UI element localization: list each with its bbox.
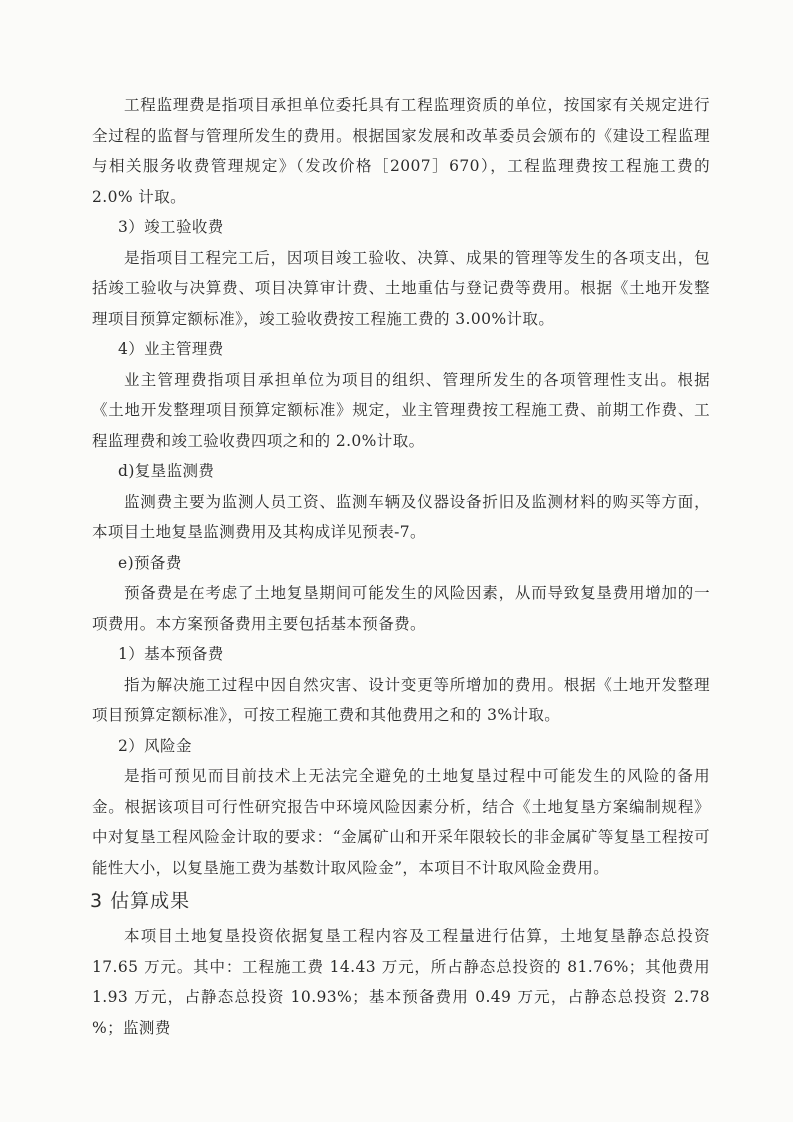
paragraph-risk-fund: 是指可预见而目前技术上无法完全避免的土地复垦过程中可能发生的风险的备用金。根据该项目可行性研究报告中环境风险因素分析，结合《土地复垦方案编制规程》中对复垦工程风险金计取的要求：“金属矿山和开采年限较长的非金属矿等复垦工程按可能性大小，以复垦施工费为基数计取风险金”，本项目不计取风险金费用。 <box>92 767 710 877</box>
paragraph-estimate-results: 本项目土地复垦投资依据复垦工程内容及工程量进行估算，土地复垦静态总投资 17.65 万元。其中：工程施工费 14.43 万元，所占静态总投资的 81.76%；其他费用 1.93 万元，占静态总投资 10.93%；基本预备费用 0.49 万元，占静态总投资 2.78 %；监测费 <box>92 927 710 1037</box>
paragraph-owner-management-fee: 业主管理费指项目承担单位为项目的组织、管理所发生的各项管理性支出。根据《土地开发整理项目预算定额标准》规定，业主管理费按工程施工费、前期工作费、工程监理费和竣工验收费四项之和的 2.0%计取。 <box>92 370 710 450</box>
paragraph-supervision-fee: 工程监理费是指项目承担单位委托具有工程监理资质的单位，按国家有关规定进行全过程的监督与管理所发生的费用。根据国家发展和改革委员会颁布的《建设工程监理与相关服务收费管理规定》（发改价格［2007］670），工程监理费按工程施工费的 2.0% 计取。 <box>92 96 710 206</box>
paragraph-reserve-fee: 预备费是在考虑了土地复垦期间可能发生的风险因素，从而导致复垦费用增加的一项费用。本方案预备费用主要包括基本预备费。 <box>92 584 710 633</box>
paragraph-monitoring-fee: 监测费主要为监测人员工资、监测车辆及仪器设备折旧及监测材料的购买等方面，本项目土地复垦监测费用及其构成详见预表-7。 <box>92 492 710 541</box>
paragraph-basic-reserve-fee: 指为解决施工过程中因自然灾害、设计变更等所增加的费用。根据《土地开发整理项目预算定额标准》，可按工程施工费和其他费用之和的 3%计取。 <box>92 675 710 724</box>
subheading-basic-reserve-fee: 1）基本预备费 <box>118 645 224 663</box>
document-page <box>92 90 710 1043</box>
subheading-acceptance-fee: 3）竣工验收费 <box>118 218 224 236</box>
subheading-monitoring-fee: d)复垦监测费 <box>118 462 215 480</box>
subheading-reserve-fee: e)预备费 <box>118 553 182 572</box>
section-heading-estimate-results: 3 估算成果 <box>90 890 191 912</box>
subheading-owner-management-fee: 4）业主管理费 <box>118 340 224 358</box>
paragraph-acceptance-fee: 是指项目工程完工后，因项目竣工验收、决算、成果的管理等发生的各项支出，包括竣工验收与决算费、项目决算审计费、土地重估与登记费等费用。根据《土地开发整理项目预算定额标准》，竣工验收费按工程施工费的 3.00%计取。 <box>92 248 710 328</box>
subheading-risk-fund: 2）风险金 <box>118 736 192 755</box>
